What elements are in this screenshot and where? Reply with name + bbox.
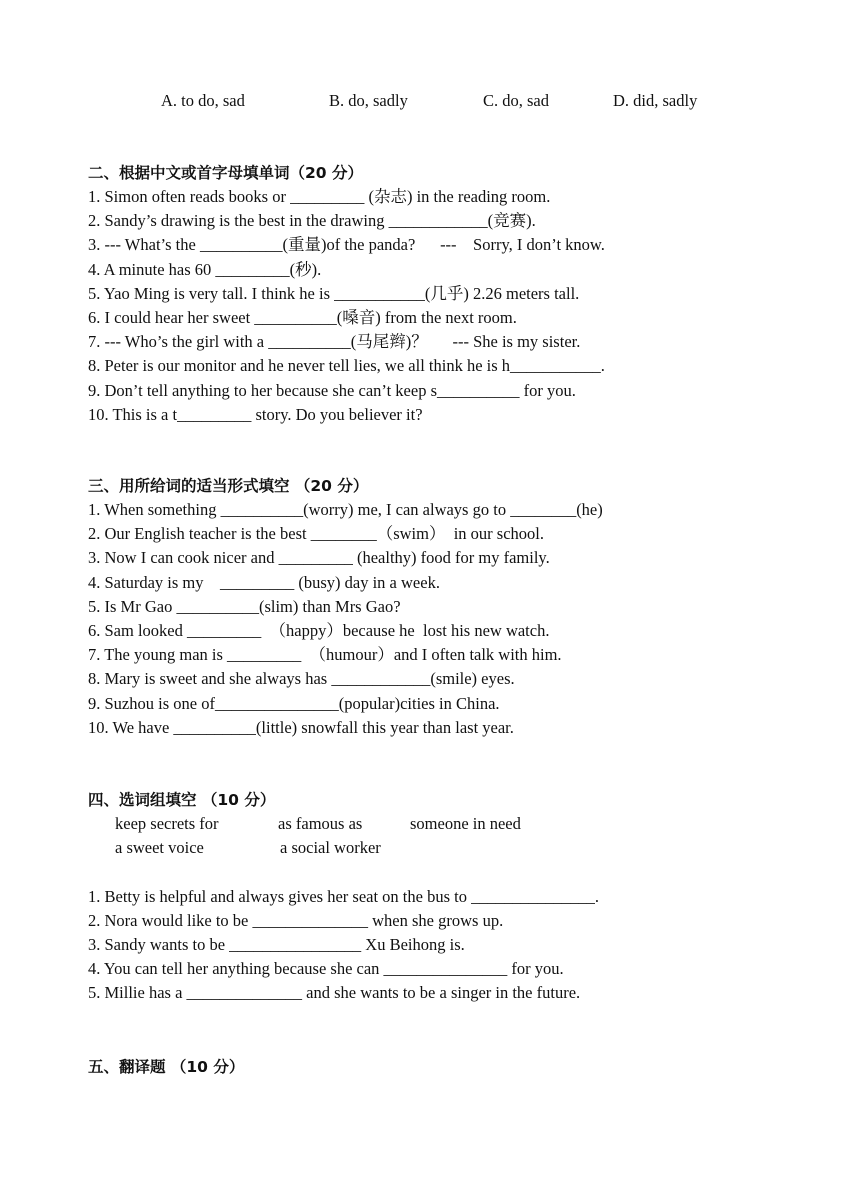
question-item: 3. --- What’s the __________(重量)of the panda? --- Sorry, I don’t know.: [88, 235, 605, 255]
option-a: A. to do, sad: [161, 91, 245, 110]
question-item: 8. Peter is our monitor and he never tell lies, we all think he is h___________.: [88, 356, 605, 376]
question-item: 5. Is Mr Gao __________(slim) than Mrs Gao?: [88, 596, 401, 616]
question-item: 7. The young man is _________ （humour）and I often talk with him.: [88, 645, 562, 665]
word-bank: [88, 812, 778, 860]
question-item: 3. Sandy wants to be ________________ Xu Beihong is.: [88, 934, 465, 954]
question-item: 8. Mary is sweet and she always has ____________(smile) eyes.: [88, 669, 515, 689]
question-item: 1. When something __________(worry) me, I can always go to ________(he): [88, 500, 603, 519]
question-item: 1. Betty is helpful and always gives her seat on the bus to _______________.: [88, 886, 599, 906]
word-bank-row: [115, 812, 778, 836]
question-item: 3. Now I can cook nicer and _________ (healthy) food for my family.: [88, 548, 550, 568]
question-item: 10. This is a t_________ story. Do you believer it?: [88, 404, 423, 424]
option-d: D. did, sadly: [613, 91, 698, 110]
section-translation: [88, 1055, 778, 1079]
question-item: 2. Our English teacher is the best ________（swim） in our school.: [88, 524, 544, 544]
section-phrase-fill: [88, 788, 778, 1006]
question-item: 1. Simon often reads books or _________ (杂志) in the reading room.: [88, 187, 551, 206]
word-bank-phrase: someone in need: [410, 814, 521, 833]
question-item: 6. Sam looked _________ （happy）because he lost his new watch.: [88, 620, 550, 640]
word-bank-row: [115, 836, 778, 860]
section-fill-words: [88, 161, 778, 427]
section-heading: 四、选词组填空 （10 分）: [88, 791, 276, 809]
question-item: 7. --- Who’s the girl with a __________(马尾辫)？ --- She is my sister.: [88, 332, 581, 352]
question-item: 4. A minute has 60 _________(秒).: [88, 259, 322, 279]
word-bank-phrase: a sweet voice: [115, 838, 204, 858]
question-item: 6. I could hear her sweet __________(嗓音) from the next room.: [88, 307, 517, 327]
question-item: 9. Suzhou is one of_______________(popular)cities in China.: [88, 693, 500, 713]
word-bank-phrase: a social worker: [280, 838, 381, 858]
section-word-forms: [88, 474, 778, 740]
question-item: 2. Sandy’s drawing is the best in the drawing ____________(竞赛).: [88, 211, 536, 231]
answer-options-row: [0, 90, 860, 112]
word-bank-phrase: keep secrets for: [115, 814, 219, 833]
question-item: 5. Yao Ming is very tall. I think he is ___________(几乎) 2.26 meters tall.: [88, 283, 580, 303]
word-bank-phrase: as famous as: [278, 814, 363, 833]
question-item: 5. Millie has a ______________ and she wants to be a singer in the future.: [88, 983, 581, 1003]
question-item: 9. Don’t tell anything to her because she can’t keep s__________ for you.: [88, 380, 576, 400]
question-item: 4. Saturday is my _________ (busy) day in a week.: [88, 572, 440, 592]
section-heading: 五、翻译题 （10 分）: [88, 1058, 245, 1076]
option-b: B. do, sadly: [329, 91, 408, 110]
section-heading: 三、用所给词的适当形式填空 （20 分）: [88, 477, 369, 495]
option-c: C. do, sad: [483, 91, 549, 110]
question-item: 2. Nora would like to be ______________ when she grows up.: [88, 910, 504, 930]
question-item: 4. You can tell her anything because she can _______________ for you.: [88, 959, 564, 979]
question-item: 10. We have __________(little) snowfall this year than last year.: [88, 717, 514, 737]
section-heading: 二、根据中文或首字母填单词（20 分）: [88, 164, 363, 182]
